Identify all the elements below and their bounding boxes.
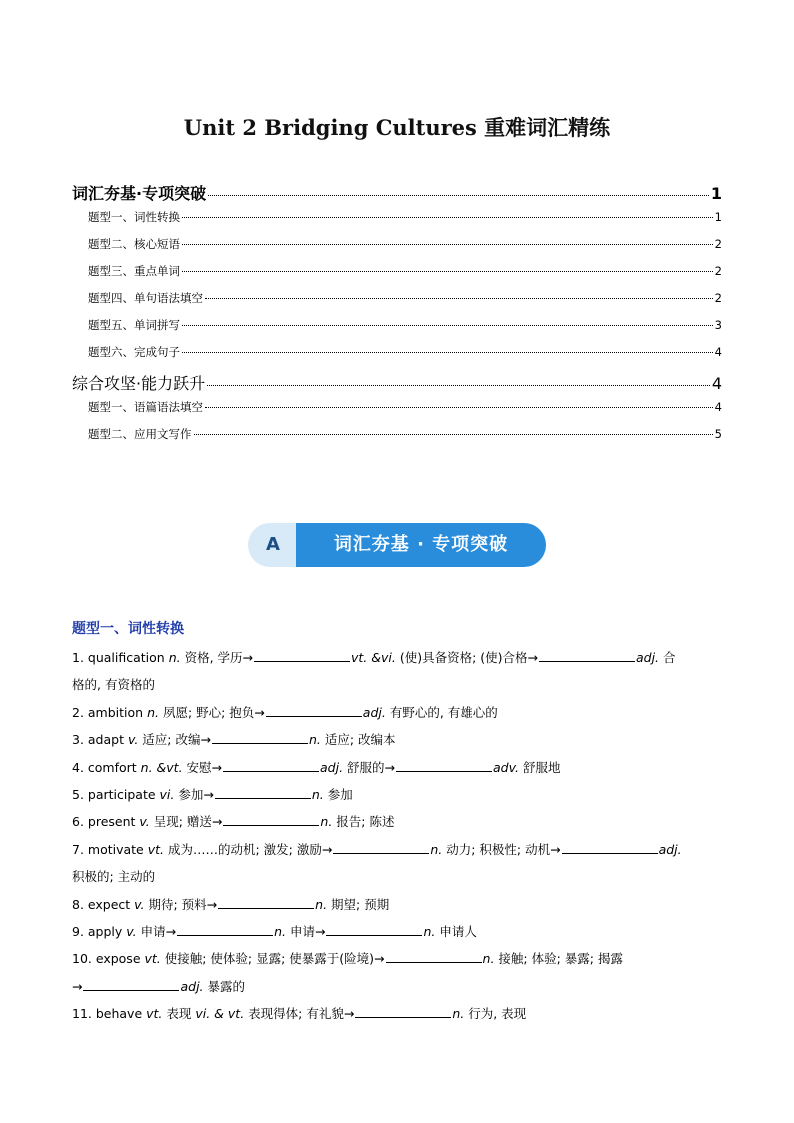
banner-label: 词汇夯基 · 专项突破 <box>333 534 509 555</box>
answer-blank[interactable] <box>83 977 179 991</box>
item-text: 舒服的→ <box>343 759 396 775</box>
toc-entry-sub[interactable] <box>72 317 722 344</box>
toc-leader-dots <box>208 195 709 196</box>
toc-leader-dots <box>182 271 713 272</box>
item-text: 10. expose <box>72 951 145 967</box>
answer-blank[interactable] <box>254 648 350 662</box>
item-text: (使)具备资格; (使)合格→ <box>395 650 538 665</box>
toc-entry-main[interactable] <box>72 181 722 209</box>
part-of-speech: v. <box>126 923 137 939</box>
part-of-speech: n. <box>147 704 159 720</box>
answer-blank[interactable] <box>215 785 311 799</box>
item-text: 适应; 改编→ <box>138 732 211 748</box>
item-text: 表现得体; 有礼貌→ <box>244 1006 355 1022</box>
part-of-speech: n. <box>168 650 181 665</box>
list-item <box>72 785 732 812</box>
toc-leader-dots <box>182 352 713 353</box>
part-of-speech: n. <box>274 923 286 939</box>
part-of-speech: vt. <box>146 1006 163 1022</box>
answer-blank[interactable] <box>539 648 635 662</box>
part-of-speech: n. <box>315 896 328 912</box>
list-item <box>72 758 732 785</box>
toc-label: 题型三、重点单词 <box>88 264 180 278</box>
part-of-speech: vt. <box>147 841 165 857</box>
toc-page-number: 2 <box>714 264 722 278</box>
item-text: 5. participate <box>72 786 160 802</box>
page-title: Unit 2 Bridging Cultures 重难词汇精练 <box>183 115 611 140</box>
answer-blank[interactable] <box>355 1004 451 1018</box>
toc-label: 题型一、语篇语法填空 <box>88 400 203 414</box>
toc-entry-main[interactable] <box>72 371 722 399</box>
item-text: 申请→ <box>286 923 326 939</box>
item-text: 2. ambition <box>72 704 148 720</box>
item-text: 9. apply <box>72 923 127 939</box>
answer-blank[interactable] <box>177 922 273 936</box>
toc-entry-sub[interactable] <box>72 263 722 290</box>
exercise-list <box>72 648 732 1031</box>
item-text: 申请人 <box>435 923 477 939</box>
list-item <box>72 730 732 757</box>
item-text: 有野心的, 有雄心的 <box>385 704 498 720</box>
part-of-speech: n. <box>482 951 495 967</box>
part-of-speech: n. &vt. <box>140 759 183 775</box>
item-text: 动力; 积极性; 动机→ <box>442 841 561 857</box>
answer-blank[interactable] <box>223 812 319 826</box>
item-text: 7. motivate <box>72 841 148 857</box>
item-text: 8. expect <box>72 896 135 912</box>
toc-page-number: 3 <box>714 318 722 332</box>
toc-label: 题型一、词性转换 <box>88 210 180 224</box>
toc-label: 题型六、完成句子 <box>88 345 180 359</box>
list-item <box>72 812 732 839</box>
item-text: 格的, 有资格的 <box>72 677 155 693</box>
toc-leader-dots <box>207 385 710 386</box>
item-text: 安慰→ <box>182 759 223 775</box>
toc-label: 综合攻坚·能力跃升 <box>72 374 206 393</box>
answer-blank[interactable] <box>396 758 492 772</box>
list-item <box>72 840 732 867</box>
part-of-speech: n. <box>430 841 443 857</box>
toc-entry-sub[interactable] <box>72 399 722 426</box>
toc-label: 词汇夯基·专项突破 <box>72 184 207 203</box>
banner-letter: A <box>266 534 280 555</box>
answer-blank[interactable] <box>562 840 658 854</box>
item-text: 暴露的 <box>203 978 246 994</box>
toc-page-number: 4 <box>714 345 722 359</box>
answer-blank[interactable] <box>223 758 319 772</box>
toc-leader-dots <box>205 407 713 408</box>
part-of-speech: n. <box>311 786 324 802</box>
item-text: 使接触; 使体验; 显露; 使暴露于(险境)→ <box>160 951 385 967</box>
answer-blank[interactable] <box>333 840 429 854</box>
list-item <box>72 648 732 675</box>
item-text: 1. qualification <box>72 650 169 665</box>
item-text: 行为, 表现 <box>464 1006 527 1022</box>
toc-entry-sub[interactable] <box>72 236 722 263</box>
part-of-speech: n. <box>452 1006 465 1022</box>
item-text: 资格, 学历→ <box>180 650 253 665</box>
toc-entry-sub[interactable] <box>72 426 722 453</box>
toc-page-number: 2 <box>714 291 722 305</box>
part-of-speech: adj. <box>635 650 660 665</box>
item-text: 表现 <box>162 1006 196 1022</box>
part-of-speech: adj. <box>180 978 204 994</box>
part-of-speech: vi. <box>159 786 175 802</box>
list-item-continuation <box>72 675 732 702</box>
item-text: 参加 <box>323 786 353 802</box>
part-of-speech: n. <box>320 814 333 830</box>
item-text: 期望; 预期 <box>327 896 390 912</box>
toc-page-number: 4 <box>711 374 722 393</box>
toc-leader-dots <box>182 217 713 218</box>
part-of-speech: n. <box>308 732 321 748</box>
toc-leader-dots <box>182 325 713 326</box>
part-of-speech: adj. <box>320 759 344 775</box>
list-item-continuation <box>72 977 732 1004</box>
toc-page-number: 5 <box>714 427 722 441</box>
item-text: 参加→ <box>174 786 214 802</box>
answer-blank[interactable] <box>218 895 314 909</box>
part-of-speech: adv. <box>493 759 519 775</box>
toc-page-number: 1 <box>714 210 722 224</box>
list-item <box>72 895 732 922</box>
toc-page-number: 2 <box>714 237 722 251</box>
toc-entry-sub[interactable] <box>72 290 722 317</box>
list-item <box>72 949 732 976</box>
item-text: 申请→ <box>136 923 177 939</box>
table-of-contents <box>72 181 722 453</box>
part-of-speech: adj. <box>362 704 386 720</box>
banner-label-pill <box>296 523 546 567</box>
item-text: 期待; 预料→ <box>144 896 218 912</box>
toc-label: 题型四、单句语法填空 <box>88 291 203 305</box>
item-text: 报告; 陈述 <box>332 814 395 830</box>
part-of-speech: v. <box>139 814 150 830</box>
item-text: 接触; 体验; 暴露; 揭露 <box>494 951 623 967</box>
part-of-speech: n. <box>423 923 436 939</box>
part-of-speech: vt. &vi. <box>351 650 396 665</box>
part-of-speech: v. <box>127 732 139 748</box>
toc-entry-sub[interactable] <box>72 344 722 371</box>
list-item-continuation <box>72 867 732 894</box>
answer-blank[interactable] <box>266 703 362 717</box>
part-of-speech: v. <box>134 896 145 912</box>
answer-blank[interactable] <box>212 730 308 744</box>
toc-label: 题型二、应用文写作 <box>88 427 192 441</box>
item-text: 舒服地 <box>518 759 561 775</box>
toc-leader-dots <box>194 434 713 435</box>
list-item <box>72 922 732 949</box>
section-banner <box>248 523 546 567</box>
part-of-speech: vi. & vt. <box>195 1006 245 1022</box>
item-text: 呈现; 赠送→ <box>149 814 223 830</box>
toc-label: 题型二、核心短语 <box>88 237 180 251</box>
item-text: 适应; 改编本 <box>320 732 396 748</box>
item-text: 合 <box>659 650 676 665</box>
item-text: → <box>72 978 83 994</box>
toc-leader-dots <box>182 244 713 245</box>
item-text: 成为……的动机; 激发; 激励→ <box>164 841 333 857</box>
section-heading: 题型一、词性转换 <box>72 621 184 637</box>
toc-entry-sub[interactable] <box>72 209 722 236</box>
item-text: 6. present <box>72 814 140 830</box>
banner-pill-edge <box>296 523 326 567</box>
toc-leader-dots <box>205 298 713 299</box>
toc-page-number: 1 <box>710 184 722 203</box>
toc-page-number: 4 <box>714 400 722 414</box>
item-text: 夙愿; 野心; 抱负→ <box>158 704 265 720</box>
answer-blank[interactable] <box>326 922 422 936</box>
list-item <box>72 703 732 730</box>
part-of-speech: adj. <box>658 841 682 857</box>
item-text: 4. comfort <box>72 759 141 775</box>
toc-label: 题型五、单词拼写 <box>88 318 180 332</box>
item-text: 积极的; 主动的 <box>72 869 156 885</box>
part-of-speech: vt. <box>144 951 161 967</box>
item-text: 11. behave <box>72 1006 147 1022</box>
list-item <box>72 1004 732 1031</box>
item-text: 3. adapt <box>72 732 128 748</box>
answer-blank[interactable] <box>386 949 482 963</box>
